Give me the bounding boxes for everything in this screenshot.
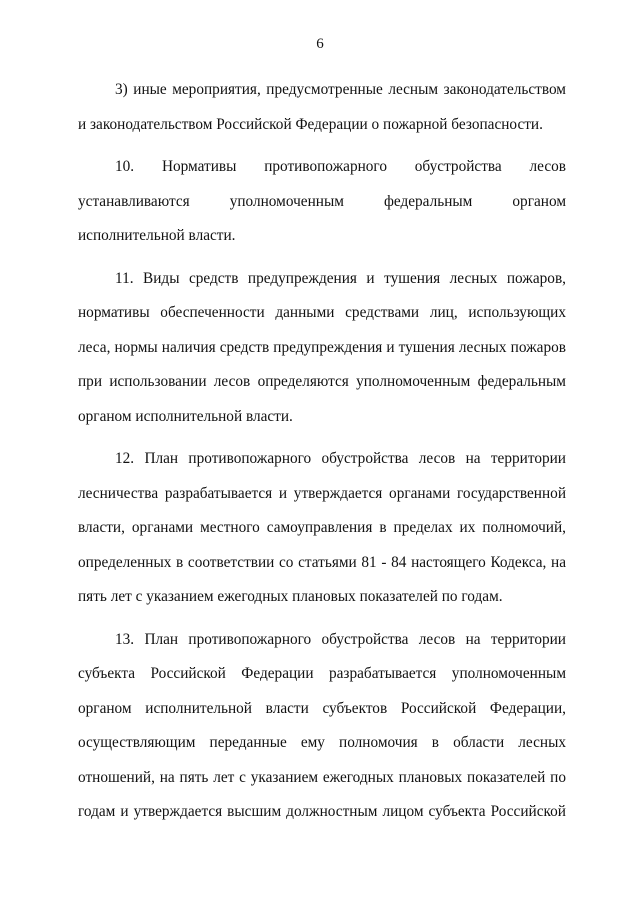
page-number: 6	[316, 36, 324, 52]
paragraph-10-fire-standards: 10. Нормативы противопожарного обустройства лесов устанавливаются уполномоченным федеральным органом исполнительной власти.	[78, 158, 566, 244]
paragraph-13-regional-plan: 13. План противопожарного обустройства лесов на территории субъекта Российской Федерации разрабатывается уполномоченным органом исполнительной власти субъектов Российской Федерации, осуществляющим переданные ему полномочия в области лесных отношений, на пять лет с указанием ежегодных плановых показателей по годам и утверждается высшим должностным лицом субъекта Российской	[78, 630, 566, 820]
paragraph-12-forestry-plan: 12. План противопожарного обустройства лесов на территории лесничества разрабатывается и утверждается органами государственной власти, органами местного самоуправления в пределах их полномочий, определенных в соответствии со статьями 81 - 84 настоящего Кодекса, на пять лет с указанием ежегодных плановых показателей по годам.	[78, 450, 566, 605]
document-body	[78, 73, 566, 838]
paragraph-3-other-measures: 3) иные мероприятия, предусмотренные лесным законодательством и законодательством Российской Федерации о пожарной безопасности.	[78, 81, 566, 133]
paragraph-11-fire-means: 11. Виды средств предупреждения и тушения лесных пожаров, нормативы обеспеченности данными средствами лиц, использующих леса, нормы наличия средств предупреждения и тушения лесных пожаров при использовании лесов определяются уполномоченным федеральным органом исполнительной власти.	[78, 269, 566, 425]
